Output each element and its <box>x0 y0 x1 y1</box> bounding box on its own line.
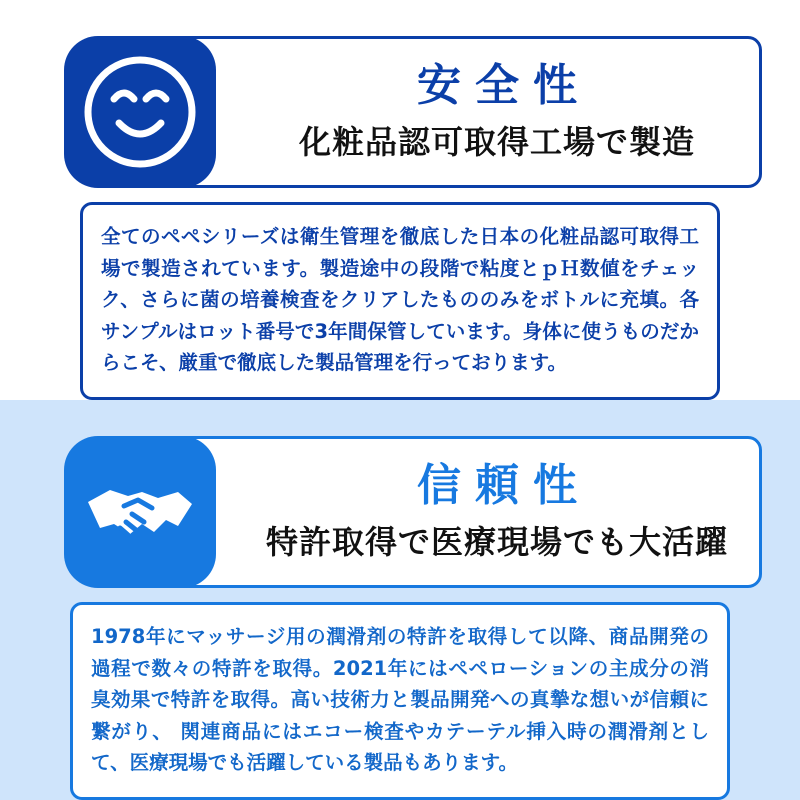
trust-title-card <box>146 436 762 588</box>
handshake-icon <box>64 436 216 588</box>
trust-subtitle: 特許取得で医療現場でも大活躍 <box>265 523 728 562</box>
trust-header <box>38 430 762 580</box>
trust-body-text: 1978年にマッサージ用の潤滑剤の特許を取得して以降、商品開発の過程で数々の特許を取得。2021年にはペペローションの主成分の消臭効果で特許を取得。高い技術力と製品開発への真摯な想いが信頼に繋がり、 関連商品にはエコー検査やカテーテル挿入時の潤滑剤として、医療現場でも活躍している製品もあります。 <box>91 625 709 775</box>
safety-header <box>38 30 762 180</box>
safety-title-card <box>146 36 762 188</box>
safety-body-card <box>80 202 720 400</box>
section-trust <box>0 400 800 800</box>
trust-title: 信頼性 <box>417 459 591 511</box>
smiling-face-icon <box>64 36 216 188</box>
safety-body-text: 全てのペペシリーズは衛生管理を徹底した日本の化粧品認可取得工場で製造されています。製造途中の段階で粘度とｐＨ数値をチェック、さらに菌の培養検査をクリアしたもののみをボトルに充填。各サンプルはロット番号で3年間保管しています。身体に使うものだからこそ、厳重で徹底した製品管理を行っております。 <box>101 225 699 375</box>
safety-subtitle: 化粧品認可取得工場で製造 <box>298 123 695 162</box>
trust-body-card <box>70 602 730 800</box>
safety-title: 安全性 <box>417 59 591 111</box>
